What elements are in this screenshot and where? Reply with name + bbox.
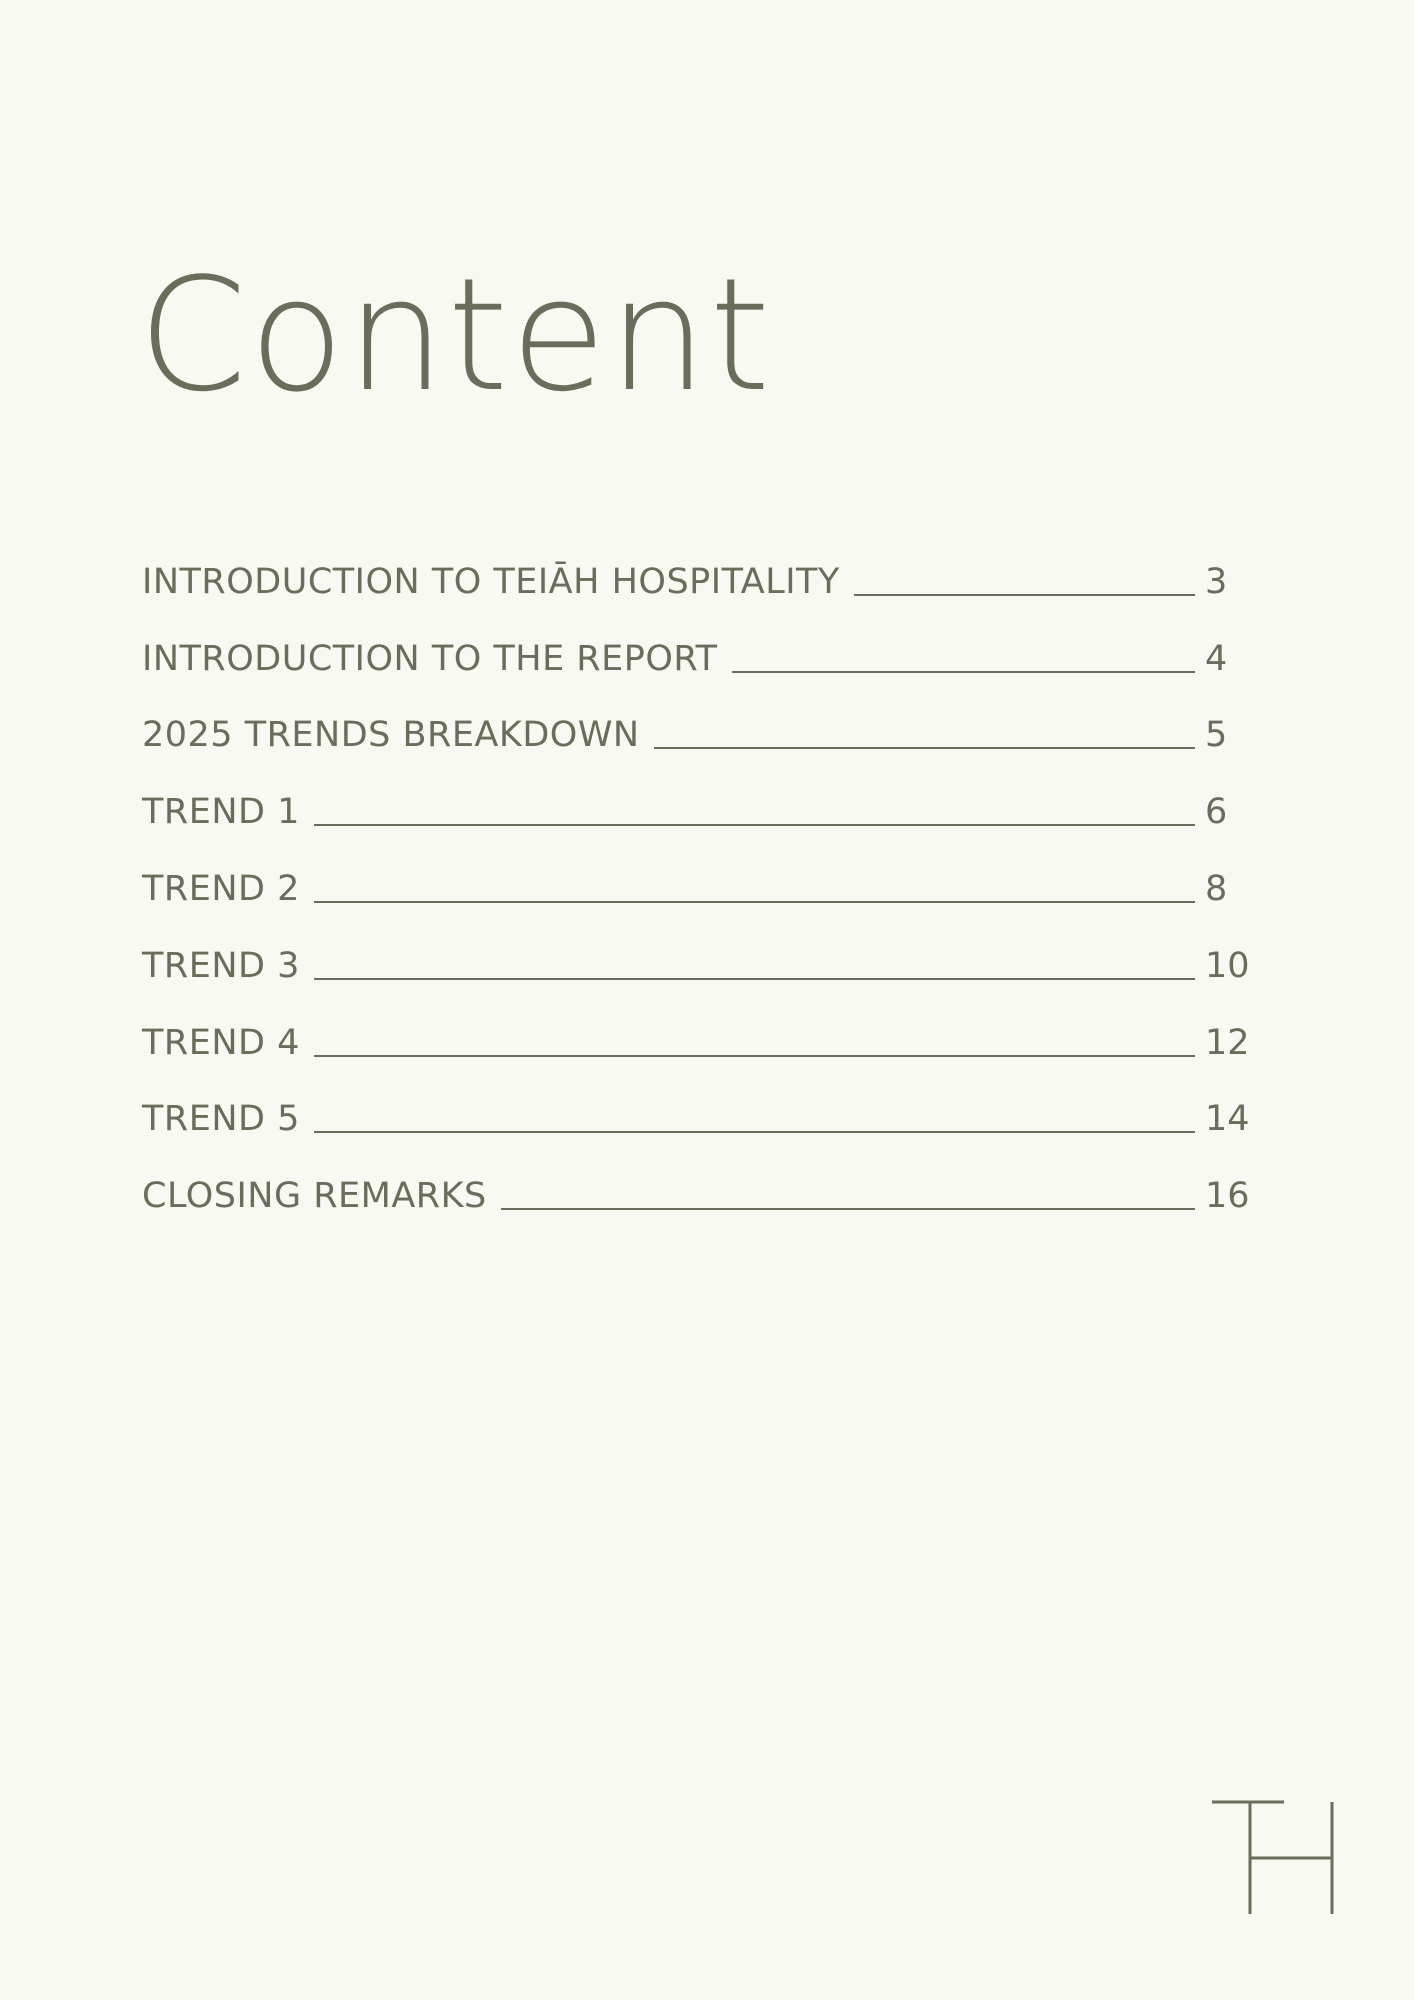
toc-entry-label: 2025 TRENDS BREAKDOWN	[142, 715, 640, 756]
toc-leader-line	[501, 1208, 1195, 1210]
toc-leader-line	[314, 978, 1195, 980]
toc-leader-line	[854, 594, 1195, 596]
toc-leader-line	[314, 1055, 1195, 1057]
toc-entry-page-number: 8	[1205, 868, 1228, 909]
toc-entry-page-number: 5	[1205, 715, 1228, 756]
table-of-contents	[142, 535, 1250, 1226]
toc-entry-page-number: 16	[1205, 1176, 1250, 1217]
toc-entry-label: TREND 4	[142, 1022, 300, 1063]
toc-entry-trends-breakdown[interactable]	[142, 689, 1247, 766]
toc-entry-label: CLOSING REMARKS	[142, 1176, 487, 1217]
toc-entry-closing-remarks[interactable]	[142, 1149, 1250, 1226]
toc-entry-label: TREND 1	[142, 792, 300, 833]
toc-entry-label: TREND 5	[142, 1099, 300, 1140]
toc-entry-introduction-report[interactable]	[142, 612, 1247, 689]
toc-entry-trend-2[interactable]	[142, 842, 1247, 919]
toc-leader-line	[654, 747, 1195, 749]
toc-entry-page-number: 12	[1205, 1022, 1250, 1063]
toc-entry-page-number: 14	[1205, 1099, 1250, 1140]
page-title: Content	[138, 244, 773, 426]
toc-entry-label: TREND 2	[142, 868, 300, 909]
toc-entry-page-number: 10	[1205, 945, 1250, 986]
toc-leader-line	[314, 1131, 1195, 1133]
toc-entry-trend-4[interactable]	[142, 996, 1250, 1073]
toc-leader-line	[732, 671, 1195, 673]
toc-entry-page-number: 6	[1205, 792, 1228, 833]
toc-leader-line	[314, 901, 1195, 903]
toc-entry-label: INTRODUCTION TO THE REPORT	[142, 638, 718, 679]
toc-entry-trend-5[interactable]	[142, 1073, 1250, 1150]
toc-entry-label: TREND 3	[142, 945, 300, 986]
th-monogram-icon	[1206, 1798, 1336, 1916]
toc-entry-page-number: 4	[1205, 638, 1228, 679]
toc-entry-label: INTRODUCTION TO TEIĀH HOSPITALITY	[142, 561, 840, 602]
toc-entry-trend-1[interactable]	[142, 765, 1247, 842]
toc-leader-line	[314, 824, 1195, 826]
toc-entry-trend-3[interactable]	[142, 919, 1250, 996]
toc-entry-page-number: 3	[1205, 561, 1228, 602]
toc-entry-introduction-teiah[interactable]	[142, 535, 1247, 612]
